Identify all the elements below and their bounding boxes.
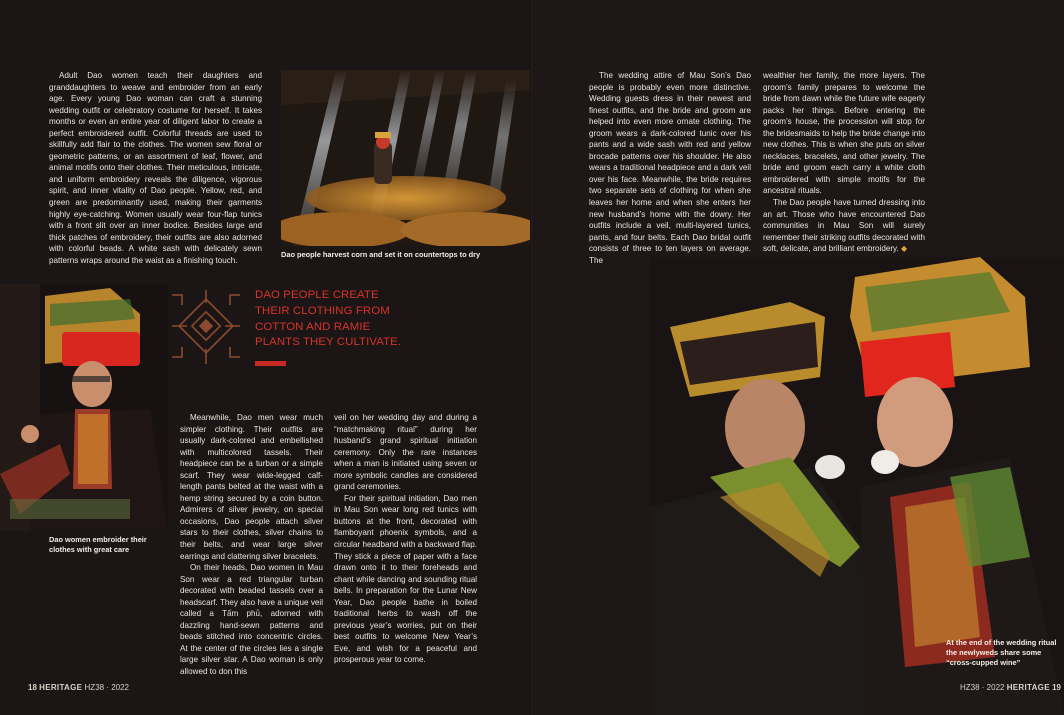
embroidery-photo <box>0 284 168 531</box>
magazine-brand: HERITAGE <box>39 683 83 692</box>
paragraph: On their heads, Dao women in Mau Son wear a red triangular turban decorated with beaded tassels over a headscarf. They also have a unique veil called a Tấm phủ, adorned with dazzling hand-sewn patterns and beads stitched into concentric circles. At the center of the circles lies a single large silver star. A Dao woman is only allowed to don this <box>180 563 323 677</box>
page-number: 18 <box>28 683 37 692</box>
article-column-3 <box>334 412 477 666</box>
embroidering-woman-illustration <box>0 284 168 531</box>
article-column-2 <box>180 412 323 678</box>
page-number: 19 <box>1052 683 1061 692</box>
paragraph: Meanwhile, Dao men wear much simpler clothing. Their outfits are usually dark-colored and embellished with multicolored tassels. Their headpiece can be a turban or a simple scarf. They wear wide-legged calf-length pants belted at the waist with a hemp string secured by a coin button. Admirers of silver jewelry, on special occasions, Dao people attach silver stars to their clothes, silver chains to their belts, and wear large silver earrings and clattering silver bracelets. <box>180 413 323 561</box>
issue-label: HZ38 · 2022 <box>84 683 129 692</box>
paragraph: veil on her wedding day and during a “matchmaking ritual” during her husband’s grand spiritual initiation ceremony. Only the rare instances when a man is initiated using seven or more symbolic candles are considered grand ceremonies. <box>334 413 477 492</box>
corn-photo-caption: Dao people harvest corn and set it on countertops to dry <box>281 250 481 259</box>
issue-label: HZ38 · 2022 <box>960 683 1005 692</box>
corn-harvest-illustration <box>281 70 532 246</box>
paragraph: The wedding attire of Mau Son’s Dao people is probably even more distinctive. Wedding guests dress in their newest and finest outfits, and the bride and groom are helped into even more ornate clothing. The groom wears a dark-colored tunic over his pants and a wide sash with red and yellow brocade patterns over his shoulder. He also wears a traditional headpiece and a dark veil over his face. Meanwhile, the bride requires two separate sets of clothing for when she leaves her home and when she enters her new husband’s home with the dowry. Her outfits include a veil, multi-layered tunics, pants, and four belts. Each Dao bridal outfit consists of three to ten layers on average. The <box>589 71 751 265</box>
article-column-5 <box>763 70 925 255</box>
closing-sentence: The Dao people have turned dressing into an art. Those who have encountered Dao communities in Mau Son will surely remember their striking outfits decorated with soft, delicate, and brilliant embroidery. <box>763 198 925 254</box>
pull-quote: DAO PEOPLE CREATE THEIR CLOTHING FROM COTTON AND RAMIE PLANTS THEY CULTIVATE. <box>255 289 402 349</box>
pull-quote-accent-bar <box>255 361 286 366</box>
paragraph: wealthier her family, the more layers. The groom’s family prepares to welcome the bride from dawn while the future wife eagerly packs her things. Before entering the groom’s house, the procession will stop for the bridesmaids to help the bride change into new clothes. This is when she puts on silver necklaces, bracelets, and other jewelry. The bride and groom each carry a white cloth embroidered with simple motifs for the ancestral rituals. <box>763 71 925 196</box>
corn-harvest-photo <box>281 70 532 246</box>
paragraph: Adult Dao women teach their daughters and granddaughters to weave and embroider from an early age. Every young Dao woman can craft a stunning wedding outfit or celebratory costume for herself. It takes months or even an entire year of diligent labor to create a perfect embroidered outfit. Colorful threads are used to skillfully add flair to the clothes. The women sew floral or geometric patterns, or an assortment of leaf, flower, and animal motifs onto their clothes. Their meticulous, intricate, and uniform embroidery reveals the diligence, vigorous spirit, and inner vitality of Dao people. Yellow, red, and green are predominantly used, making their garments highly eye-catching. Women usually wear four-flap tunics with a front slit over an inner bodice. Besides large and thick patches of embroidery, their outfits are also adorned with colorful beads. A white sash with delicately sewn patterns wraps around the waist as a finishing touch. <box>49 71 262 265</box>
end-of-article-icon: ◆ <box>900 244 908 254</box>
paragraph <box>763 197 925 255</box>
left-folio <box>28 683 129 692</box>
paragraph: For their spiritual initiation, Dao men in Mau Son wear long red tunics with buttons at the front, decorated with flamboyant phoenix symbols, and a circular headband with a backward flap. They stick a piece of paper with a face drawn onto it to their foreheads and chant while dancing and sounding ritual bells. In preparation for the Lunar New Year, Dao people bathe in boiled traditional herbs to wash off the previous year’s worries, put on their best outfits to welcome New Year’s Eve, and wish for a peaceful and prosperous year to come. <box>334 493 477 665</box>
wedding-photo-caption: At the end of the wedding ritual the newlyweds share some “cross-cupped wine” <box>946 638 1057 667</box>
magazine-brand: HERITAGE <box>1006 683 1050 692</box>
article-column-4 <box>589 70 751 266</box>
right-folio <box>960 683 1061 692</box>
decorative-pattern-icon <box>167 285 245 369</box>
embroidery-photo-caption: Dao women embroider their clothes with great care <box>49 535 147 554</box>
article-column-1 <box>49 70 262 266</box>
